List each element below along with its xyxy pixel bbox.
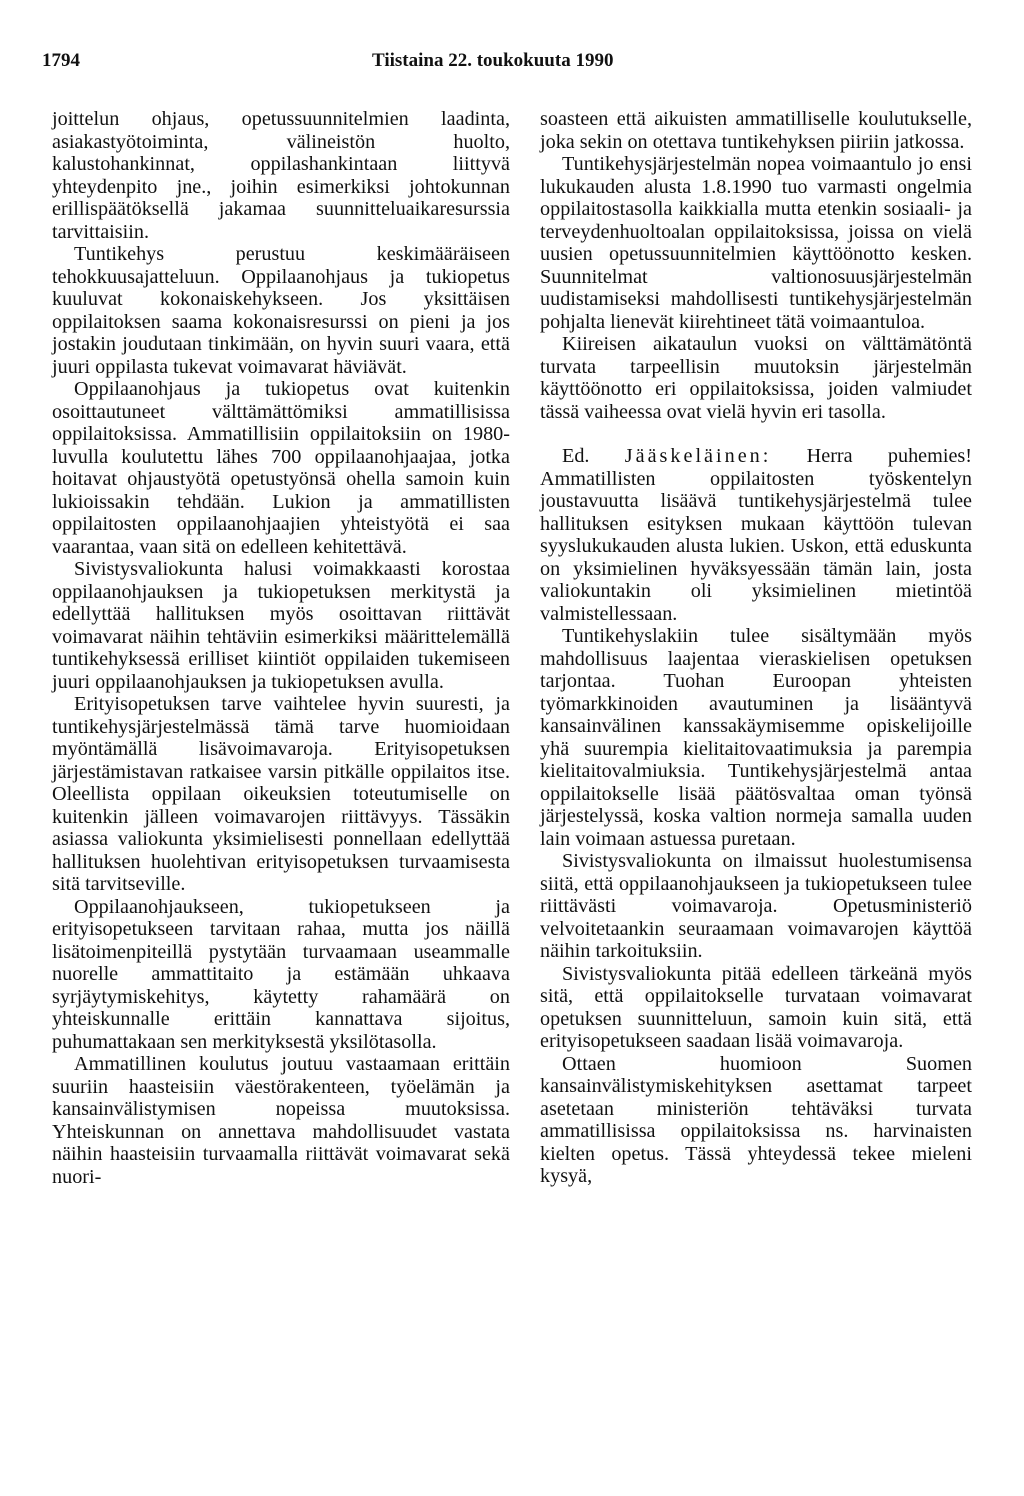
paragraph: soasteen että aikuisten ammatilliselle koulutukselle, joka sekin on otettava tuntikehyksen piiriin jatkossa. — [540, 108, 972, 153]
speech-prefix: Ed. — [562, 445, 590, 467]
left-column — [52, 108, 510, 1188]
paragraph: Sivistysvaliokunta on ilmaissut huolestumisensa siitä, että oppilaanohjaukseen ja tukiopetukseen tulee riittävästi voimavaroja. Opetusministeriö velvoitetaankin seuraamaan voimavarojen käyttöä näihin tarkoituksiin. — [540, 850, 972, 962]
paragraph: Tuntikehyslakiin tulee sisältymään myös mahdollisuus laajentaa vieraskielisen opetuksen tarjontaa. Tuohan Euroopan yhteisten työmarkkinoiden avautuminen ja lisääntyvä kansainvälinen kanssakäymisemme opiskelijoille yhä suurempia kielitaitovaatimuksia ja parempia kielitaitovalmiuksia. Tuntikehysjärjestelmä antaa oppilaitokselle lisää päätösvaltaa oman työnsä järjestelyssä, koska valtion normeja samalla uuden lain voimaan astuessa puretaan. — [540, 625, 972, 850]
right-column — [540, 108, 972, 1188]
speech-opening — [540, 445, 972, 625]
paragraph: joittelun ohjaus, opetussuunnitelmien laadinta, asiakastyötoiminta, välineistön huolto, kalustohankinnat, oppilashankintaan liittyvä yhteydenpito jne., joihin esimerkiksi johtokunnan erillispäätöksellä jakamaa suunnitteluaikaresurssia tarvittaisiin. — [52, 108, 510, 243]
paragraph: Sivistysvaliokunta halusi voimakkaasti korostaa oppilaanohjauksen ja tukiopetuksen merkitystä ja edellyttää hallituksen myös osoittavan riittävät voimavarat näihin tehtäviin esimerkiksi määrittelemällä tuntikehyksessä erilliset kiintiöt oppilaiden tukemiseen juuri oppilaanohjauksen ja tukiopetuksen avulla. — [52, 558, 510, 693]
paragraph: Tuntikehysjärjestelmän nopea voimaantulo jo ensi lukukauden alusta 1.8.1990 tuo varmasti ongelmia oppilaitostasolla kaikkialla mutta etenkin sosiaali- ja terveydenhuoltoalan oppilaitoksissa, joissa on vielä uusien opetussuunnitelmien käyttöönotto kesken. Suunnitelmat valtionosuusjärjestelmän uudistamiseksi mahdollisesti tuntikehysjärjestelmän pohjalta lienevät kiirehtineet tätä voimaantuloa. — [540, 153, 972, 333]
paragraph: Ottaen huomioon Suomen kansainvälistymiskehityksen asettamat tarpeet asetetaan ministeriön tehtäväksi turvata ammatillisissa oppilaitoksissa ns. harvinaisten kielten opetus. Tässä yhteydessä tekee mieleni kysyä, — [540, 1052, 972, 1187]
page-number: 1794 — [42, 50, 80, 71]
speech-opening-text: Herra puhemies! Ammatillisten oppilaitosten työskentelyn joustavuutta lisäävä tuntikehysjärjestelmä tulee hallituksen esityksen mukaan käyttöön tulevan syyslukukauden alusta lukien. Uskon, että eduskunta on yksimielinen hyväksyessään tämän lain, josta valiokuntakin oli yksimielinen mietintöä valmistellessaan. — [540, 445, 972, 625]
paragraph: Oppilaanohjaukseen, tukiopetukseen ja erityisopetukseen tarvitaan rahaa, mutta jos näillä lisätoimenpiteillä pystytään turvaamaan useammalle nuorelle ammattitaito ja estämään uhkaava syrjäytymiskehitys, käytetty rahamäärä on yhteiskunnalle erittäin kannattava sijoitus, puhumattakaan sen merkityksestä yksilötasolla. — [52, 895, 510, 1053]
paragraph: Ammatillinen koulutus joutuu vastaamaan erittäin suuriin haasteisiin väestörakenteen, työelämän ja kansainvälistymisen nopeissa muutoksissa. Yhteiskunnan on annettava mahdollisuudet vastata näihin haasteisiin turvaamalla riittävät voimavarat sekä nuori- — [52, 1053, 510, 1188]
running-head: Tiistaina 22. toukokuuta 1990 — [372, 50, 614, 71]
paragraph: Tuntikehys perustuu keskimääräiseen tehokkuusajatteluun. Oppilaanohjaus ja tukiopetus kuuluvat kokonaiskehykseen. Jos yksittäisen oppilaitoksen saama kokonaisresurssi on pieni ja jos jostakin joudutaan tinkimään, on hyvin suuri vaara, että juuri oppilasta tukevat voimavarat häviävät. — [52, 243, 510, 378]
paragraph: Sivistysvaliokunta pitää edelleen tärkeänä myös sitä, että oppilaitokselle turvataan voimavarat opetuksen suunnitteluun, samoin kuin sitä, että erityisopetukseen saadaan lisää voimavaroja. — [540, 962, 972, 1052]
speaker-name: Jääskeläinen: — [624, 445, 772, 467]
paragraph: Kiireisen aikataulun vuoksi on välttämätöntä turvata tarpeellisin muutoksin järjestelmän käyttöönotto eri oppilaitoksissa, joiden valmiudet tässä vaiheessa ovat vielä hyvin eri tasolla. — [540, 333, 972, 423]
paragraph: Erityisopetuksen tarve vaihtelee hyvin suuresti, ja tuntikehysjärjestelmässä tämä tarve huomioidaan myöntämällä lisävoimavaroja. Erityisopetuksen järjestämistavan ratkaisee varsin pitkälle oppilaitos itse. Oleellista oppilaan oikeuksien toteutumiselle on kuitenkin jälleen voimavarojen riittävyys. Tässäkin asiassa valiokunta yksimielisesti ponnellaan edellyttää hallituksen huolehtivan erityisopetuksen turvaamisesta sitä tarvitseville. — [52, 693, 510, 895]
page-header — [42, 44, 972, 74]
paragraph: Oppilaanohjaus ja tukiopetus ovat kuitenkin osoittautuneet välttämättömiksi ammatillisissa oppilaitoksissa. Ammatillisiin oppilaitoksiin on 1980-luvulla koulutettu lähes 700 oppilaanohjaajaa, jotka hoitavat ohjaustyötä opetustyönsä ohella samoin kuin lukioissakin tehdään. Lukion ja ammatillisten oppilaitosten oppilaanohjaajien yhteistyötä ei saa vaarantaa, vaan sitä on edelleen kehitettävä. — [52, 378, 510, 558]
